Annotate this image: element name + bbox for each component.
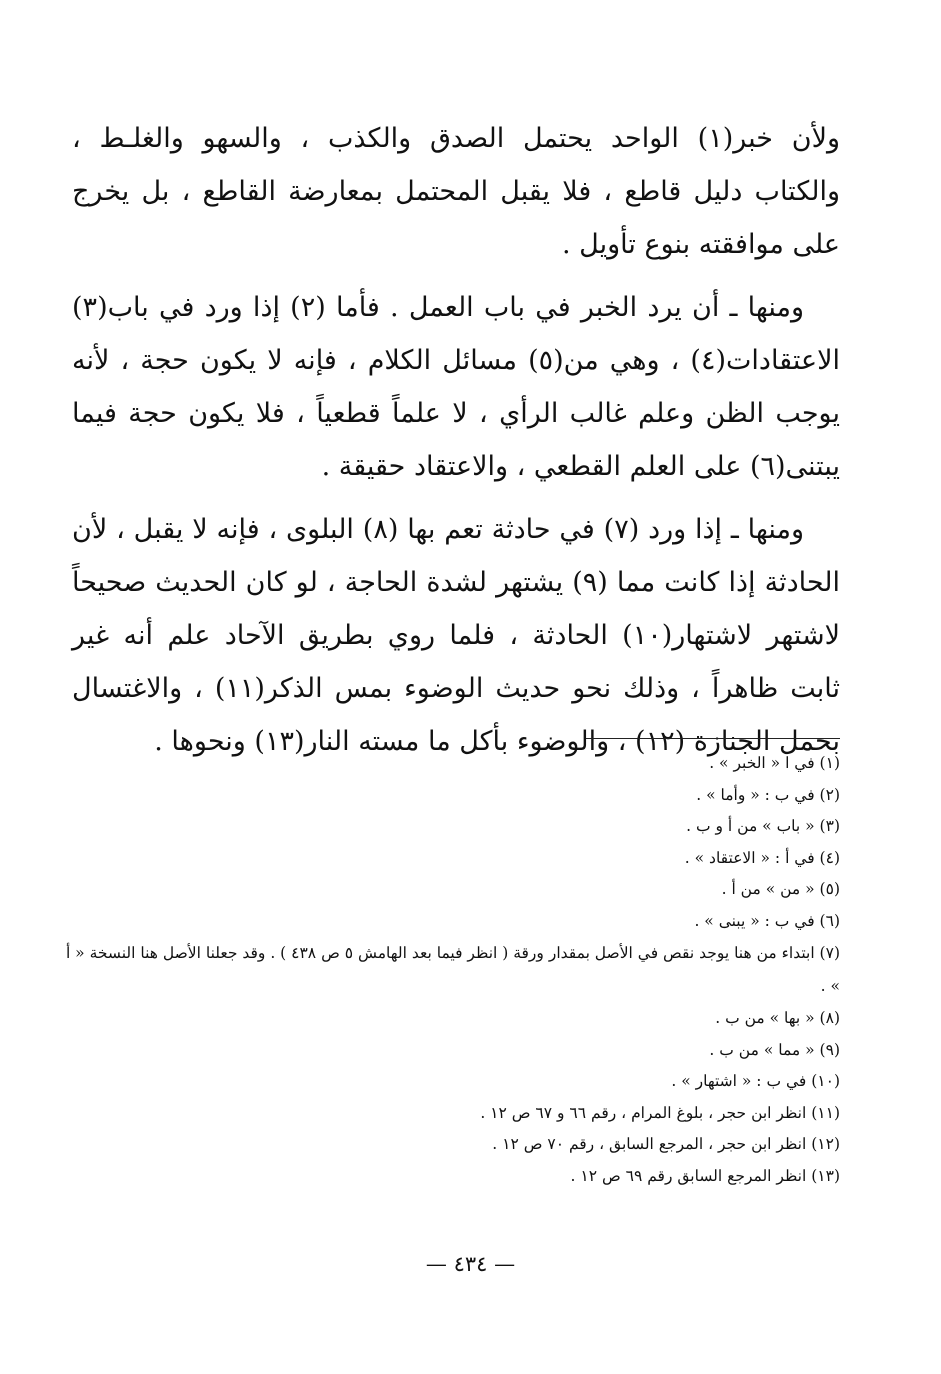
- paragraph: ولأن خبر(١) الواحد يحتمل الصدق والكذب ، والسهو والغلـط ، والكتاب دليل قاطع ، فلا يقبل المحتمل بمعارضة القاطع ، بل يخرج على موافقته بنوع تأويل .: [72, 123, 841, 260]
- footnote: (٢) في ب : « وأما » .: [696, 785, 840, 804]
- page-number: — ٤٣٤ —: [425, 1252, 516, 1276]
- footnote: (١١) انظر ابن حجر ، بلوغ المرام ، رقم ٦٦ و ٦٧ ص ١٢ .: [480, 1103, 840, 1122]
- footnotes: [60, 748, 840, 1192]
- footnote: (٤) في أ : « الاعتقاد » .: [684, 848, 840, 867]
- paragraph: ومنها ـ أن يرد الخبر في باب العمل . فأما (٢) إذا ورد في باب(٣) الاعتقادات(٤) ، وهي من(٥) مسائل الكلام ، فإنه لا يكون حجة ، لأنه يوجب الظن وعلم غالب الرأي ، لا علماً قطعياً ، فلا يكون حجة فيما يبتنى(٦) على العلم القطعي ، والاعتقاد حقيقة .: [72, 292, 840, 482]
- main-text: [72, 112, 840, 778]
- footnote-separator: [586, 738, 840, 739]
- footnote: (٥) « من » من أ .: [721, 880, 840, 898]
- paragraph: ومنها ـ إذا ورد (٧) في حادثة تعم بها (٨) البلوى ، فإنه لا يقبل ، لأن الحادثة إذا كانت مما (٩) يشتهر لشدة الحاجة ، لو كان الحديث صحيحاً لاشتهر لاشتهار(١٠) الحادثة ، فلما روي بطريق الآحاد علم أنه غير ثابت ظاهراً ، وذلك نحو حديث الوضوء بمس الذكر(١١) ، والاغتسال بحمل الجنازة (١٢) ، والوضوء بأكل ما مسته النار(١٣) ونحوها .: [72, 514, 840, 757]
- footnote: (٨) « بها » من ب .: [715, 1009, 840, 1027]
- footnote: (٧) ابتداء من هنا يوجد نقص في الأصل بمقدار ورقة ( انظر فيما بعد الهامش ٥ ص ٤٣٨ ) . وقد جعلنا الأصل هنا النسخة « أ » .: [65, 944, 840, 995]
- footnote: (١٢) انظر ابن حجر ، المرجع السابق ، رقم ٧٠ ص ١٢ .: [492, 1135, 840, 1153]
- footnote: (٩) « مما » من ب .: [709, 1040, 840, 1059]
- footnote: (٦) في ب : « يبنى » .: [694, 911, 840, 930]
- footnote: (١٠) في ب : « اشتهار » .: [671, 1072, 840, 1090]
- footnote: (١٣) انظر المرجع السابق رقم ٦٩ ص ١٢ .: [570, 1166, 840, 1185]
- footnote: (١) في ا « الخبر » .: [709, 754, 840, 772]
- footnote: (٣) « باب » من أ و ب .: [686, 817, 840, 835]
